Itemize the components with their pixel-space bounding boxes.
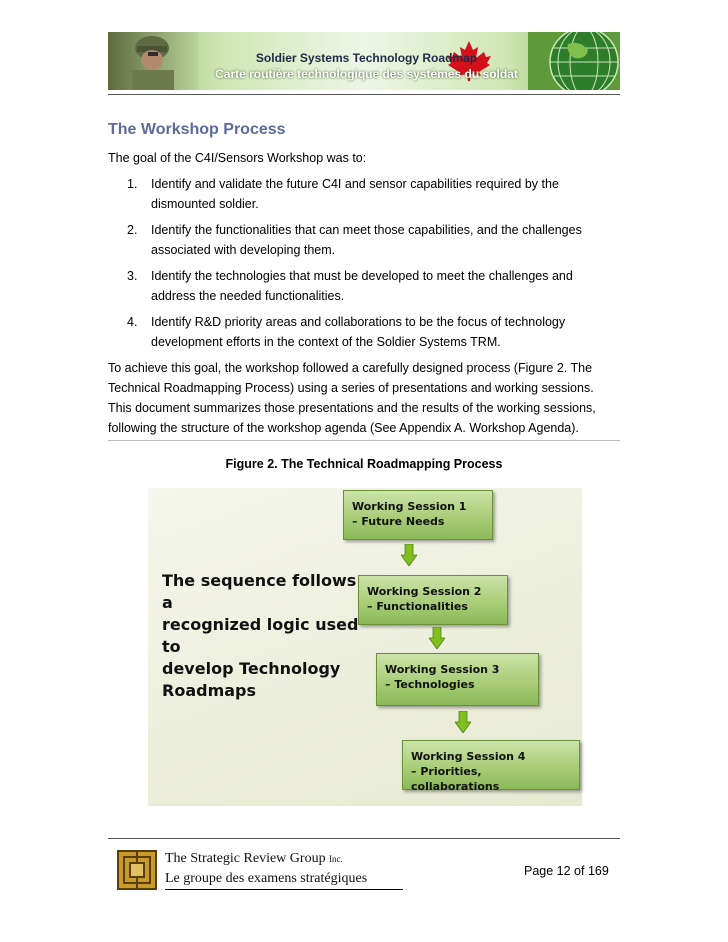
down-arrow-icon xyxy=(429,627,445,649)
session-subtitle: – Future Needs xyxy=(352,515,445,528)
goals-list xyxy=(108,174,628,352)
list-number: 3. xyxy=(127,269,138,283)
roadmapping-figure xyxy=(148,488,582,806)
down-arrow-icon xyxy=(401,544,417,566)
paragraph-line: following the structure of the workshop agenda (See Appendix A. Workshop Agenda). xyxy=(108,421,579,435)
list-text-line: dismounted soldier. xyxy=(151,197,259,211)
page-number: Page 12 of 169 xyxy=(524,864,609,878)
list-number: 4. xyxy=(127,315,138,329)
summary-paragraph xyxy=(108,358,628,438)
list-text-line: development efforts in the context of the Soldier Systems TRM. xyxy=(151,335,501,349)
list-item xyxy=(108,312,628,352)
working-session-2-box xyxy=(358,575,508,625)
list-text-line: associated with developing them. xyxy=(151,243,336,257)
sequence-line: The sequence follows a xyxy=(162,571,357,612)
figure-caption: Figure 2. The Technical Roadmapping Process xyxy=(225,457,503,471)
list-text-line: Identify the functionalities that can meet those capabilities, and the challenges xyxy=(151,223,582,237)
footer-rule xyxy=(108,838,620,839)
working-session-4-box xyxy=(402,740,580,793)
organization-name-en xyxy=(165,850,343,868)
globe-image xyxy=(528,32,620,90)
soldier-image xyxy=(108,32,198,90)
list-item xyxy=(108,266,628,306)
down-arrow-icon xyxy=(455,711,471,733)
banner-title-en: Soldier Systems Technology Roadmap xyxy=(255,51,478,65)
session-subtitle: – Functionalities xyxy=(367,600,468,613)
session-subtitle: – Technologies xyxy=(385,678,475,691)
banner-title-fr: Carte routière technologique des systèmes du soldat xyxy=(215,67,518,81)
list-text-line: Identify the technologies that must be developed to meet the challenges and xyxy=(151,269,573,283)
section-rule xyxy=(108,440,620,441)
working-session-1-box xyxy=(343,490,493,540)
list-item xyxy=(108,174,628,214)
section-heading: The Workshop Process xyxy=(108,121,286,138)
session-title: Working Session 2 xyxy=(367,585,482,598)
list-text-line: Identify R&D priority areas and collaborations to be the focus of technology xyxy=(151,315,566,329)
session-title: Working Session 1 xyxy=(352,500,467,513)
content xyxy=(108,120,628,438)
org-name: The Strategic Review Group xyxy=(165,851,326,866)
session-subtitle: – Priorities, collaborations xyxy=(411,765,500,793)
sequence-line: Roadmaps xyxy=(162,681,257,700)
org-inc: Inc. xyxy=(329,854,343,864)
list-number: 1. xyxy=(127,177,138,191)
paragraph-line: To achieve this goal, the workshop followed a carefully designed process (Figure 2. The xyxy=(108,361,593,375)
paragraph-line: Technical Roadmapping Process) using a series of presentations and working sessions. xyxy=(108,381,594,395)
paragraph-line: This document summarizes those presentations and the results of the working sessions, xyxy=(108,401,596,415)
company-logo-icon xyxy=(117,850,157,890)
sequence-text xyxy=(162,570,362,702)
intro-text: The goal of the C4I/Sensors Workshop was to: xyxy=(108,151,367,165)
list-number: 2. xyxy=(127,223,138,237)
working-session-3-box xyxy=(376,653,539,706)
list-text-line: Identify and validate the future C4I and sensor capabilities required by the xyxy=(151,177,559,191)
list-item xyxy=(108,220,628,260)
header-rule xyxy=(108,94,620,95)
list-text-line: address the needed functionalities. xyxy=(151,289,345,303)
organization-name-fr: Le groupe des examens stratégiques xyxy=(165,870,403,890)
header-banner xyxy=(108,32,620,90)
session-title: Working Session 4 xyxy=(411,750,526,763)
session-title: Working Session 3 xyxy=(385,663,500,676)
sequence-line: recognized logic used to xyxy=(162,615,359,656)
sequence-line: develop Technology xyxy=(162,659,341,678)
